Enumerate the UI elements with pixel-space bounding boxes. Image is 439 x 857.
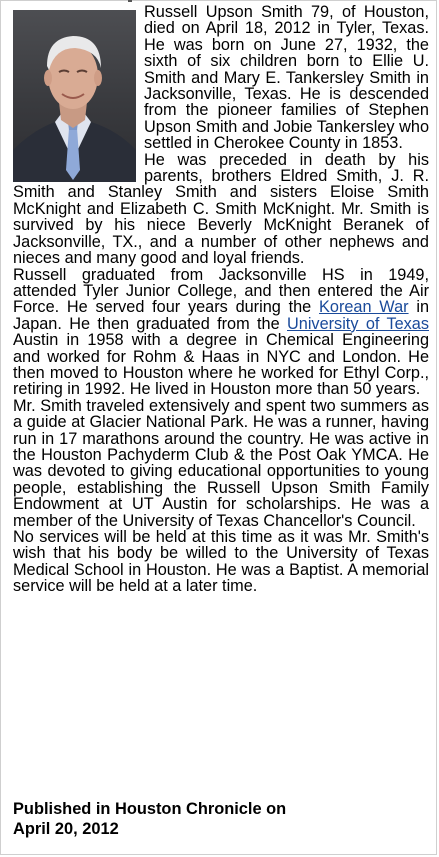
obituary-paragraph-3 (13, 267, 429, 398)
publication-footer (13, 799, 413, 839)
paragraph-3-text-c: Austin in 1958 with a degree in Chemical Engineering and worked for Rohm & Haas in NYC and London. He then moved to Houston where he worked for Ethyl Corp., retiring in 1992. He lived in Houston more than 50 years. (13, 331, 429, 399)
obituary-paragraph-2: He was preceded in death by his parents, brothers Eldred Smith, J. R. Smith and Stanley Smith and sisters Eloise Smith McKnight and Elizabeth C. Smith McKnight. Mr. Smith is survived by his niece Beverly McKnight Beranek of Jacksonville, TX., and a number of other nephews and nieces and many good and loyal friends. (13, 150, 429, 268)
obituary-paragraph-4: Mr. Smith traveled extensively and spent two summers as a guide at Glacier National Park. He was a runner, having run in 17 marathons around the country. He was active in the Houston Pachyderm Club & the Post Oak YMCA. He was devoted to giving educational opportunities to young people, establishing the Russell Upson Smith Family Endowment at UT Austin for scholarships. He was a member of the University of Texas Chancellor's Council. (13, 396, 429, 530)
paragraph-3-text-a: Russell graduated from Jacksonville HS in 1949, attended Tyler Junior College, and then entered the Air Force. He served four years during the (13, 265, 429, 317)
portrait-photo (13, 10, 136, 182)
paragraph-3-text-b: in Japan. He then graduated from the (13, 298, 430, 333)
publication-date: April 20, 2012 (13, 820, 119, 838)
portrait-illustration (13, 10, 136, 182)
obituary-paragraph-1: Russell Upson Smith 79, of Houston, died on April 18, 2012 in Tyler, Texas. He was born on June 27, 1932, the sixth of six children born to Ellie U. Smith and Mary E. Tankersley Smith in Jacksonville, Texas. He is descended from the pioneer families of Stephen Upson Smith and Jobie Tankersley who settled in Cherokee County in 1853. (144, 3, 429, 153)
obituary-paragraph-5: No services will be held at this time as it was Mr. Smith's wish that his body be willed to the University of Texas Medical School in Houston. He was a Baptist. A memorial service will be held at a later time. (13, 528, 429, 596)
top-edge-mark (128, 0, 132, 2)
publication-source: Published in Houston Chronicle on (13, 800, 287, 818)
university-of-texas-link[interactable]: University of Texas (287, 314, 429, 333)
obituary-notice (13, 4, 429, 595)
korean-war-link[interactable]: Korean War (319, 298, 409, 317)
